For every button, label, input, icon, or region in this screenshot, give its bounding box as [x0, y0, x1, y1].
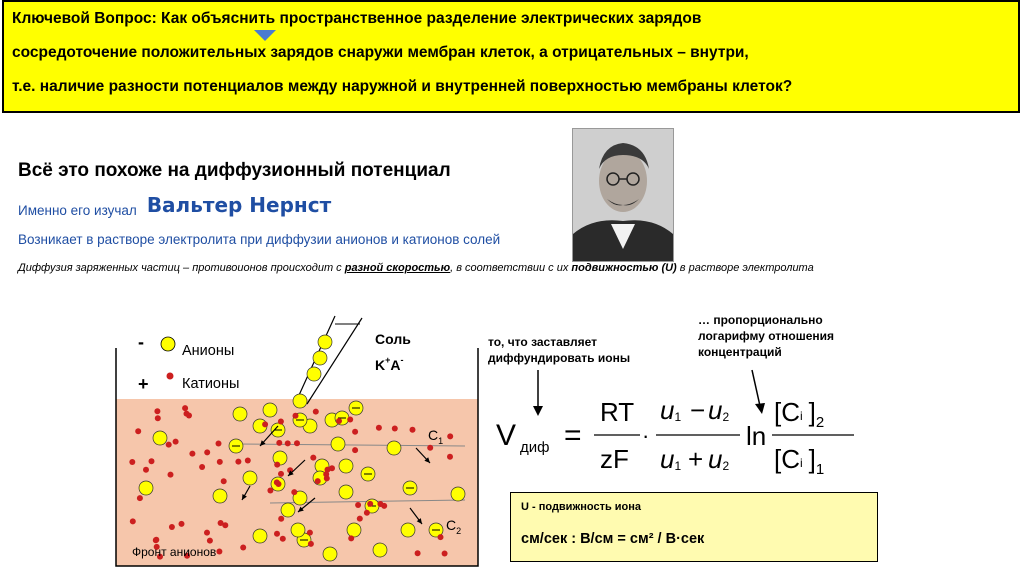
cation-particle [204, 530, 210, 536]
cation-particle [294, 440, 300, 446]
anion-particle [387, 441, 401, 455]
cation-particle [280, 536, 286, 542]
cation-particle [447, 433, 453, 439]
cation-particle [137, 495, 143, 501]
anion-particle [323, 547, 337, 561]
cation-particle [329, 465, 335, 471]
cation-particle [313, 409, 319, 415]
cation-particle [216, 549, 222, 555]
question-line-3: т.е. наличие разности потенциалов между наружной и внутренней поверхностью мембраны клеток? [12, 78, 793, 95]
heading-term: диффузионный потенциал [194, 160, 451, 181]
cation-particle [216, 441, 222, 447]
anion-particle [401, 523, 415, 537]
scientist-name: Вальтер Нернст [146, 193, 332, 217]
cation-particle [355, 502, 361, 508]
formula-equals: = [564, 419, 582, 452]
cation-particle [442, 551, 448, 557]
anion-particle [373, 543, 387, 557]
formula-v: V [496, 419, 517, 452]
heading-prefix: Всё это похоже на [18, 160, 195, 181]
mobility-part-a: Диффузия заряженных частиц – противоионов происходит с [18, 262, 345, 274]
nernst-formula [490, 385, 870, 495]
c2-label: $C_2$ [446, 517, 462, 536]
cation-particle [155, 415, 161, 421]
cation-particle [169, 524, 175, 530]
cation-particle [153, 537, 159, 543]
cation-particle [204, 449, 210, 455]
anion-particle [313, 351, 327, 365]
numerator-ci: [Ci ]$_2$ [774, 397, 825, 431]
mobility-underlined: разной скоростью [344, 262, 451, 274]
anion-particle [339, 485, 353, 499]
cations-label: Катионы [182, 376, 240, 392]
mobility-definition: U - подвижность иона [521, 501, 642, 513]
anion-particle [451, 487, 465, 501]
numerator-minus: − [690, 395, 706, 425]
cation-particle [352, 429, 358, 435]
cation-particle [410, 427, 416, 433]
anion-particle [291, 523, 305, 537]
mobility-part-d: в растворе электролита [676, 262, 814, 274]
cation-particle [189, 451, 195, 457]
scientist-portrait [572, 128, 674, 262]
anion-particle [233, 407, 247, 421]
anion-particle [307, 367, 321, 381]
cation-particle [276, 440, 282, 446]
cation-particle [129, 459, 135, 465]
denominator-u2: u2 [708, 444, 730, 474]
denominator-ci: [Ci ]$_1$ [774, 444, 825, 478]
cation-particle [348, 535, 354, 541]
cation-particle [285, 440, 291, 446]
anion-particle [281, 503, 295, 517]
cation-particle [149, 458, 155, 464]
formula-zf: zF [600, 444, 629, 474]
cation-particle [352, 447, 358, 453]
anion-particle [253, 529, 267, 543]
mobility-part-b: , в соответствии с их [450, 262, 572, 274]
cation-particle [173, 439, 179, 445]
cation-particle [357, 516, 363, 522]
note-left-line: диффундировать ионы [488, 351, 631, 365]
cation-particle [184, 411, 190, 417]
researcher-line [18, 193, 332, 220]
cation-particle [221, 478, 227, 484]
anion-particle [331, 437, 345, 451]
cation-particle [438, 534, 444, 540]
cation-particle [262, 421, 268, 427]
cation-particle [168, 472, 174, 478]
cation-particle [347, 417, 353, 423]
mobility-infobox [510, 492, 878, 562]
numerator-u2: u2 [708, 395, 730, 425]
cation-particle [154, 408, 160, 414]
question-text: Как объяснить пространственное разделение электрических зарядов [156, 10, 702, 27]
mobility-sentence [18, 262, 814, 274]
salt-label: Соль [375, 331, 411, 347]
c1-label: $C_1$ [428, 427, 444, 446]
cation-particle [274, 479, 280, 485]
note-logarithm [698, 312, 834, 360]
researcher-prefix: Именно его изучал [18, 203, 137, 218]
anion-particle [339, 459, 353, 473]
anion-front-label: Фронт анионов [132, 545, 217, 559]
anions-label: Анионы [182, 343, 235, 359]
anion-particle [243, 471, 257, 485]
note-right-line: логарифму отношения [698, 329, 835, 343]
down-arrow-icon [254, 30, 276, 41]
anion-particle [347, 523, 361, 537]
cation-particle [278, 471, 284, 477]
cation-particle [217, 459, 223, 465]
mobility-term: подвижностью (U) [571, 262, 677, 274]
cation-particle [240, 545, 246, 551]
cation-particle [392, 426, 398, 432]
plus-sign: + [138, 374, 149, 394]
anion-particle [139, 481, 153, 495]
denominator-u1: u1 [660, 444, 682, 474]
cation-particle [291, 489, 297, 495]
cation-particle [307, 530, 313, 536]
cation-particle [218, 520, 224, 526]
mobility-units: см/сек : В/см = см² / В·сек [521, 531, 705, 547]
note-right-line: … пропорционально [698, 313, 823, 327]
denominator-plus: + [688, 444, 704, 474]
diffusion-diagram [110, 298, 490, 568]
cation-particle [245, 458, 251, 464]
cation-particle [308, 541, 314, 547]
question-line-2: сосредоточение положительных зарядов снаружи мембран клеток, а отрицательных – внутри, [12, 44, 749, 61]
formula-ln: ln [746, 421, 767, 451]
note-left-line: то, что заставляет [488, 335, 598, 349]
cation-particle [310, 455, 316, 461]
minus-sign: - [138, 332, 144, 352]
formula-v-sub: диф [520, 439, 550, 456]
cation-particle [367, 501, 373, 507]
cation-particle [427, 445, 433, 451]
anion-particle [318, 335, 332, 349]
cation-particle [274, 531, 280, 537]
question-line-1 [12, 10, 701, 28]
cation-particle [447, 454, 453, 460]
note-right-line: концентраций [698, 345, 782, 359]
cation-particle [415, 550, 421, 556]
cation-particle [324, 475, 330, 481]
cation-particle [143, 467, 149, 473]
cation-particle [293, 413, 299, 419]
formula-dot: · [642, 423, 650, 448]
formula-rt: RT [600, 397, 635, 427]
cation-particle [182, 405, 188, 411]
anion-particle [263, 403, 277, 417]
cation-particle [336, 418, 342, 424]
numerator-u1: u1 [660, 395, 682, 425]
cation-particle [364, 510, 370, 516]
salt-formula: K+A- [375, 355, 404, 373]
cation-particle [274, 462, 280, 468]
cation-particle [199, 464, 205, 470]
cation-particle [278, 516, 284, 522]
cation-particle [207, 538, 213, 544]
anion-particle [213, 489, 227, 503]
cation-particle [278, 419, 284, 425]
electrolyte-sentence: Возникает в растворе электролита при диффузии анионов и катионов солей [18, 232, 501, 247]
legend-cation-dot [167, 373, 174, 380]
diffusion-potential-heading [18, 160, 451, 182]
cation-particle [267, 488, 273, 494]
anion-particle [293, 394, 307, 408]
cation-particle [376, 425, 382, 431]
cation-particle [377, 501, 383, 507]
legend-anion-dot [161, 337, 175, 351]
cation-particle [130, 518, 136, 524]
cation-particle [135, 428, 141, 434]
anion-particle [153, 431, 167, 445]
cation-particle [235, 459, 241, 465]
cation-particle [179, 521, 185, 527]
cation-particle [315, 478, 321, 484]
question-label: Ключевой Вопрос: [12, 10, 157, 27]
key-question-banner [2, 0, 1020, 113]
cation-particle [166, 442, 172, 448]
